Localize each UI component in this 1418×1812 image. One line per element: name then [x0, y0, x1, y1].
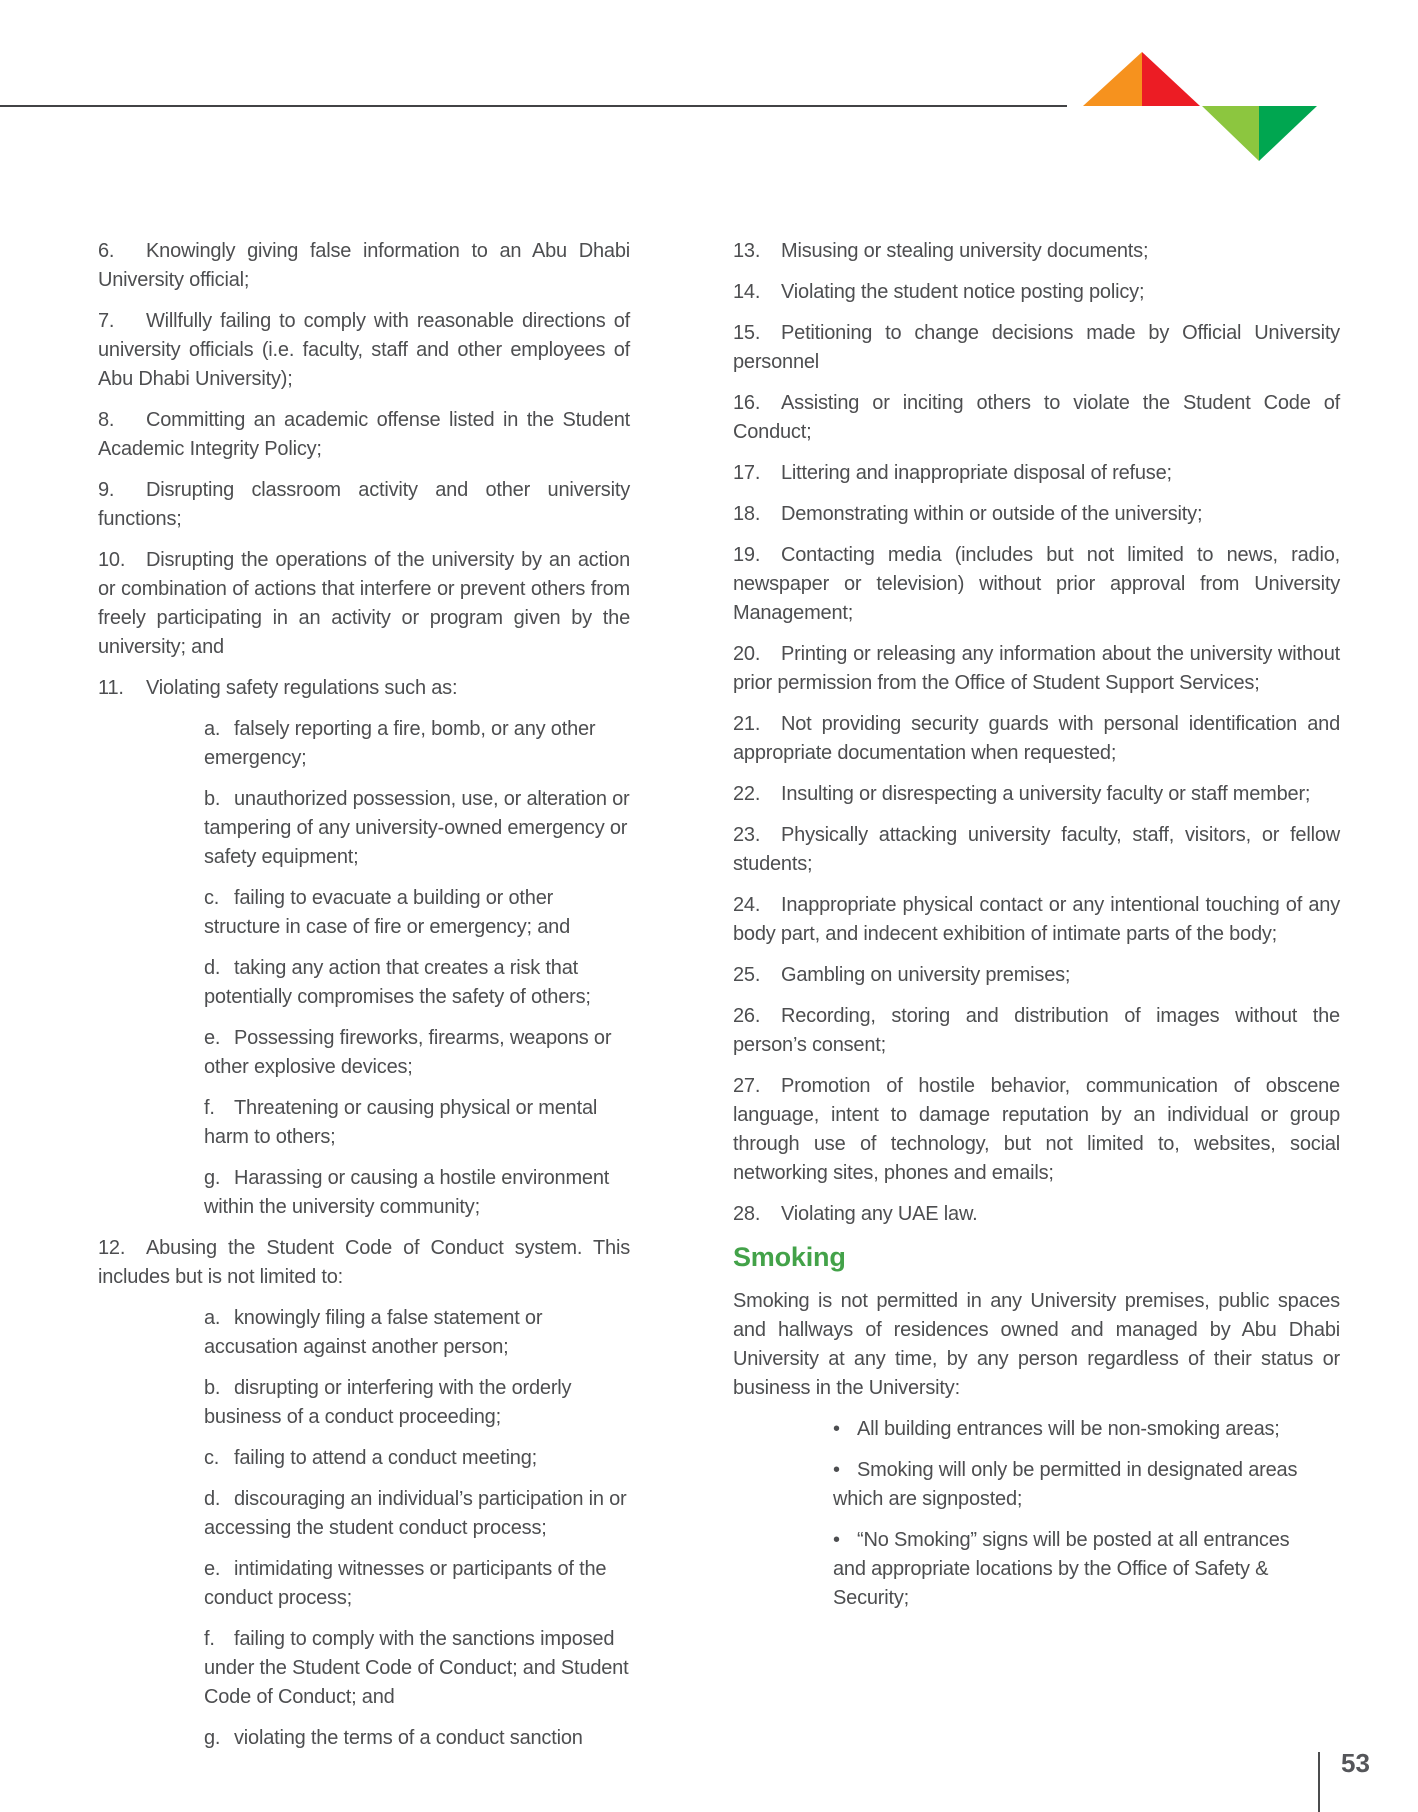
list-item-text: Violating the student notice posting policy;: [781, 281, 1145, 303]
right-column: [733, 237, 1340, 1625]
list-item-number: 17.: [733, 462, 761, 484]
logo-triangle-light-green-icon: [1202, 106, 1259, 161]
sub-list-item-letter: e.: [204, 1558, 221, 1580]
sub-list-item-letter: b.: [204, 788, 221, 810]
sub-list-item-text: failing to attend a conduct meeting;: [234, 1447, 538, 1469]
sub-list-item: [204, 1164, 630, 1222]
right-column-list: [733, 237, 1340, 1229]
list-item-text: Assisting or inciting others to violate the Student Code of Conduct;: [733, 392, 1340, 443]
list-item: [733, 891, 1340, 949]
list-item-text: Knowingly giving false information to an Abu Dhabi University official;: [98, 240, 630, 291]
sub-list-item-text: knowingly filing a false statement or accusation against another person;: [204, 1307, 543, 1358]
list-item: [733, 319, 1340, 377]
sub-list-item-letter: d.: [204, 957, 221, 979]
sub-list-item-text: Threatening or causing physical or mental harm to others;: [204, 1097, 598, 1148]
list-item-text: Promotion of hostile behavior, communication of obscene language, intent to damage reputation by an individual or group through use of technology, but not limited to, websites, social networking sites, phones and emails;: [733, 1075, 1340, 1184]
list-item-number: 23.: [733, 824, 761, 846]
list-item: [733, 1200, 1340, 1229]
section-paragraph: Smoking is not permitted in any University premises, public spaces and hallways of residences owned and managed by Abu Dhabi University at any time, by any person regardless of their status or business in the University:: [733, 1290, 1340, 1399]
list-item: [98, 237, 630, 295]
list-item-text: Violating safety regulations such as:: [146, 677, 458, 699]
list-item-number: 13.: [733, 240, 761, 262]
list-item-number: 19.: [733, 544, 761, 566]
list-item-number: 14.: [733, 281, 761, 303]
list-item: [733, 459, 1340, 488]
bullet-item: [833, 1456, 1303, 1514]
bullet-item: [833, 1415, 1303, 1444]
list-item: [733, 541, 1340, 628]
section-heading-smoking: Smoking: [733, 1242, 846, 1272]
bullet-item: [833, 1526, 1303, 1613]
sub-list-item-text: falsely reporting a fire, bomb, or any other emergency;: [204, 718, 596, 769]
sub-list-item-text: Harassing or causing a hostile environment within the university community;: [204, 1167, 610, 1218]
sub-list-item-text: failing to comply with the sanctions imposed under the Student Code of Conduct; and Student Code of Conduct; and: [204, 1628, 629, 1708]
list-item: [98, 1234, 630, 1292]
sub-list-item-letter: c.: [204, 1447, 220, 1469]
sub-list-item-letter: f.: [204, 1097, 215, 1119]
list-item-number: 16.: [733, 392, 761, 414]
list-item: [98, 546, 630, 662]
list-item-text: Inappropriate physical contact or any intentional touching of any body part, and indecent exhibition of intimate parts of the body;: [733, 894, 1340, 945]
list-item-text: Committing an academic offense listed in the Student Academic Integrity Policy;: [98, 409, 630, 460]
list-item: [733, 1072, 1340, 1188]
list-item-text: Littering and inappropriate disposal of refuse;: [781, 462, 1172, 484]
list-item: [733, 780, 1340, 809]
sub-list-item: [204, 1374, 630, 1432]
list-item-number: 24.: [733, 894, 761, 916]
sub-list-item: [204, 1304, 630, 1362]
list-item-number: 12.: [98, 1237, 126, 1259]
list-item-text: Demonstrating within or outside of the university;: [781, 503, 1203, 525]
sub-list-item: [204, 1094, 630, 1152]
bullet-item-text: Smoking will only be permitted in designated areas which are signposted;: [833, 1459, 1298, 1510]
list-item: [733, 1002, 1340, 1060]
sub-list-item-text: intimidating witnesses or participants of the conduct process;: [204, 1558, 607, 1609]
sub-list-item-text: unauthorized possession, use, or alteration or tampering of any university-owned emergency or safety equipment;: [204, 788, 630, 868]
sub-list-item-letter: f.: [204, 1628, 215, 1650]
left-column: [98, 237, 630, 1765]
page-number: 53: [1341, 1748, 1370, 1778]
footer-rule: [1318, 1752, 1320, 1812]
list-item-number: 26.: [733, 1005, 761, 1027]
list-item-number: 7.: [98, 310, 115, 332]
list-item-text: Disrupting the operations of the university by an action or combination of actions that interfere or prevent others from freely participating in an activity or program given by the university; and: [98, 549, 630, 658]
university-logo: [1083, 52, 1317, 161]
bullet-list: [833, 1415, 1303, 1613]
bullet-icon: •: [833, 1529, 840, 1551]
list-item-text: Printing or releasing any information about the university without prior permission from the Office of Student Support Services;: [733, 643, 1340, 694]
list-item-text: Recording, storing and distribution of images without the person’s consent;: [733, 1005, 1340, 1056]
sub-list-item-text: Possessing fireworks, firearms, weapons or other explosive devices;: [204, 1027, 612, 1078]
list-item-text: Physically attacking university faculty, staff, visitors, or fellow students;: [733, 824, 1340, 875]
sub-list-item: [204, 1024, 630, 1082]
sub-list-item-text: violating the terms of a conduct sanction: [234, 1727, 583, 1749]
bullet-icon: •: [833, 1418, 840, 1440]
sub-list-item-text: discouraging an individual’s participation in or accessing the student conduct process;: [204, 1488, 627, 1539]
list-item-text: Misusing or stealing university documents;: [781, 240, 1149, 262]
sub-list-item-text: taking any action that creates a risk that potentially compromises the safety of others;: [204, 957, 591, 1008]
logo-triangle-orange-icon: [1083, 52, 1142, 106]
bullet-item-text: All building entrances will be non-smoking areas;: [857, 1418, 1280, 1440]
list-item: [98, 674, 630, 703]
sub-list-item: [204, 1724, 630, 1753]
list-item: [733, 710, 1340, 768]
list-item-number: 9.: [98, 479, 115, 501]
list-item: [98, 476, 630, 534]
list-item-text: Abusing the Student Code of Conduct system. This includes but is not limited to:: [98, 1237, 630, 1288]
sub-list-item-text: failing to evacuate a building or other structure in case of fire or emergency; and: [204, 887, 571, 938]
logo-triangle-dark-green-icon: [1259, 106, 1317, 161]
list-item-number: 27.: [733, 1075, 761, 1097]
list-item: [98, 307, 630, 394]
list-item: [733, 500, 1340, 529]
list-item-text: Violating any UAE law.: [781, 1203, 978, 1225]
sub-list-item-letter: a.: [204, 1307, 221, 1329]
sub-list-item-letter: b.: [204, 1377, 221, 1399]
list-item-number: 22.: [733, 783, 761, 805]
list-item: [733, 821, 1340, 879]
list-item: [98, 406, 630, 464]
list-item-text: Insulting or disrespecting a university faculty or staff member;: [781, 783, 1311, 805]
list-item-text: Willfully failing to comply with reasonable directions of university officials (i.e. faculty, staff and other employees of Abu Dhabi University);: [98, 310, 630, 390]
sub-list-item: [204, 1485, 630, 1543]
list-item-number: 15.: [733, 322, 761, 344]
list-item-text: Gambling on university premises;: [781, 964, 1071, 986]
list-item-number: 8.: [98, 409, 115, 431]
bullet-icon: •: [833, 1459, 840, 1481]
list-item: [733, 640, 1340, 698]
bullet-item-text: “No Smoking” signs will be posted at all entrances and appropriate locations by the Office of Safety & Security;: [833, 1529, 1290, 1609]
sub-list-item-letter: d.: [204, 1488, 221, 1510]
list-item-text: Petitioning to change decisions made by Official University personnel: [733, 322, 1340, 373]
list-item-number: 11.: [98, 677, 124, 699]
logo-triangle-red-icon: [1142, 52, 1200, 106]
sub-list-item: [204, 1625, 630, 1712]
list-item: [733, 237, 1340, 266]
list-item-number: 10.: [98, 549, 126, 571]
list-item-number: 18.: [733, 503, 761, 525]
list-item: [733, 389, 1340, 447]
sub-list-item: [204, 1555, 630, 1613]
header-rule: [0, 105, 1067, 107]
sub-list-item: [204, 884, 630, 942]
sub-list-item-letter: e.: [204, 1027, 221, 1049]
sub-list-item-letter: g.: [204, 1167, 221, 1189]
sub-list-item: [204, 1444, 630, 1473]
list-item-text: Contacting media (includes but not limited to news, radio, newspaper or television) without prior approval from University Management;: [733, 544, 1340, 624]
list-item-number: 21.: [733, 713, 761, 735]
list-item: [733, 961, 1340, 990]
list-item-number: 25.: [733, 964, 761, 986]
sub-list-item: [204, 954, 630, 1012]
list-item-text: Not providing security guards with personal identification and appropriate documentation when requested;: [733, 713, 1340, 764]
sub-list-item-letter: c.: [204, 887, 220, 909]
sub-list-item: [204, 715, 630, 773]
list-item: [733, 278, 1340, 307]
list-item-text: Disrupting classroom activity and other university functions;: [98, 479, 630, 530]
list-item-number: 20.: [733, 643, 761, 665]
sub-list-item-text: disrupting or interfering with the orderly business of a conduct proceeding;: [204, 1377, 572, 1428]
sub-list-item: [204, 785, 630, 872]
list-item-number: 6.: [98, 240, 115, 262]
sub-list-item-letter: a.: [204, 718, 221, 740]
sub-list-item-letter: g.: [204, 1727, 221, 1749]
list-item-number: 28.: [733, 1203, 761, 1225]
